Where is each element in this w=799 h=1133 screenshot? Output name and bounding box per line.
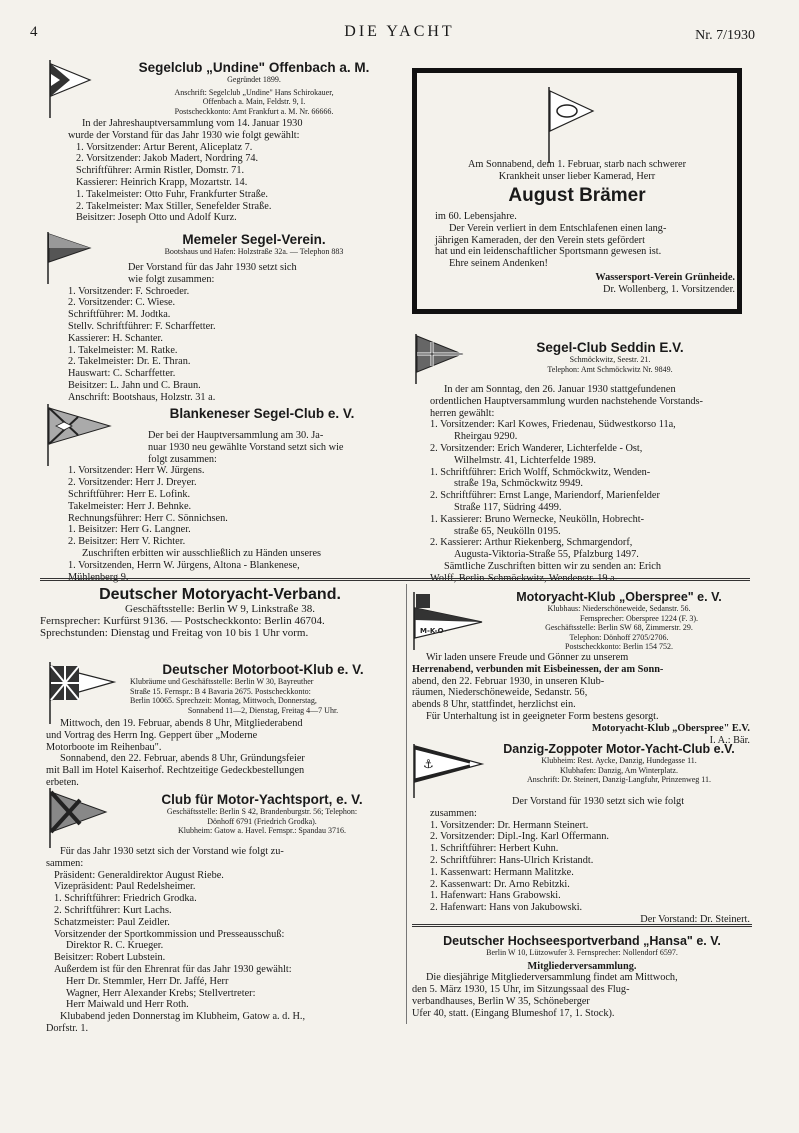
text-line: 2. Takelmeister: Max Stiller, Senefelder Straße. xyxy=(76,200,272,212)
text-line: Präsident: Generaldirektor August Riebe. xyxy=(54,869,224,881)
text-line: 2. Vorsitzender: Jakob Madert, Nordring 74. xyxy=(76,153,259,165)
text-line: Augusta-Viktoria-Straße 55, Pfalzburg 1497. xyxy=(454,549,639,561)
oberspree-pennant-icon xyxy=(410,590,486,652)
hansa-section xyxy=(412,934,752,1019)
oberspree-postscheck: Postscheckkonto: Berlin 154 752. xyxy=(565,642,673,651)
text-line: 1. Vorsitzender: Artur Berent, Aliceplatz 7. xyxy=(76,141,253,153)
text-line: jährigen Kameraden, der den Verein stets gefördert xyxy=(435,234,645,246)
blankenese-section xyxy=(120,406,404,421)
text-line: Schriftführer: Armin Ristler, Domstr. 71. xyxy=(76,165,245,177)
text-line: hat und ein leidenschaftlicher Sportsmann gewesen ist. xyxy=(435,246,662,258)
seddin-body xyxy=(430,384,750,585)
danzig-pennant-icon xyxy=(410,742,486,800)
text-line: Schatzmeister: Paul Zeidler. xyxy=(54,916,170,928)
text-line: ordentlichen Hauptversammlung wurden nachstehende Vorstands- xyxy=(430,395,703,407)
text-line: Der bei der Hauptversammlung am 30. Ja- xyxy=(148,430,324,441)
undine-title: Segelclub „Undine" Offenbach a. M. xyxy=(138,60,370,75)
oberspree-title: Motoryacht-Klub „Oberspree" e. V. xyxy=(516,590,722,604)
dmv-section xyxy=(40,586,400,639)
memeler-title: Memeler Segel-Verein. xyxy=(182,232,326,247)
text-line: Beisitzer: Joseph Otto und Adolf Kurz. xyxy=(76,212,237,224)
text-line: Schriftführer: Herr E. Lofink. xyxy=(68,488,191,500)
seddin-section xyxy=(470,340,750,374)
cms-clubhouse: Klubheim: Gatow a. Havel. Fernspr.: Spandau 3716. xyxy=(178,826,346,835)
text-line: 2. Vorsitzender: Dipl.-Ing. Karl Offermann. xyxy=(430,831,610,843)
text-line: sammen: xyxy=(46,857,84,869)
text-line: Für das Jahr 1930 setzt sich der Vorstand wie folgt zu- xyxy=(60,846,284,857)
oberspree-address: Klubhaus: Niederschöneweide, Sedanstr. 56. xyxy=(547,604,691,613)
undine-address: Offenbach a. Main, Feldstr. 9, I. xyxy=(202,97,306,106)
oberspree-section xyxy=(488,590,750,652)
hansa-heading: Mitgliederversammlung. xyxy=(527,960,637,972)
text-line: nuar 1930 neu gewählte Vorstand setzt sich wie xyxy=(148,441,344,453)
text-line: Takelmeister: Herr J. Behnke. xyxy=(68,500,192,512)
text-line: Schriftführer: M. Jodtka. xyxy=(68,309,171,321)
text-line: Rechnungsführer: Herr C. Sönnichsen. xyxy=(68,512,228,524)
memeler-address: Bootshaus und Hafen: Holzstraße 32a. — Telephon 883 xyxy=(164,247,344,256)
text-line: In der am Sonntag, den 26. Januar 1930 stattgefundenen xyxy=(444,384,676,395)
text-line: 2. Takelmeister: Dr. E. Thran. xyxy=(68,356,191,368)
seddin-title: Segel-Club Seddin E.V. xyxy=(536,340,684,355)
text-line: Vorsitzender der Sportkommission und Presseausschuß: xyxy=(54,928,285,940)
hansa-body xyxy=(412,972,752,1019)
oberspree-phone: Fernsprecher: Oberspree 1224 (F. 3). xyxy=(580,613,698,623)
text-line: und Vortrag des Herrn Ing. Geppert über „Moderne xyxy=(46,729,258,741)
text-line: Der Vorstand: Dr. Steinert. xyxy=(640,913,750,925)
text-line: 2. Hafenwart: Hans von Jakubowski. xyxy=(430,902,583,914)
text-line: straße 65, Neukölln 0195. xyxy=(454,525,561,537)
blankenese-title: Blankeneser Segel-Club e. V. xyxy=(169,406,355,421)
text-line: 2. Beisitzer: Herr V. Richter. xyxy=(68,536,186,548)
danzig-section xyxy=(488,742,750,785)
dmk-title: Deutscher Motorboot-Klub e. V. xyxy=(162,662,364,677)
text-line: Direktor R. C. Krueger. xyxy=(66,940,164,952)
memeler-section xyxy=(104,232,404,257)
danzig-clubhouse: Klubheim: Rest. Aycke, Danzig, Hundegasse 11. xyxy=(541,756,697,765)
text-line: Motoryacht-Klub „Oberspree" E.V. xyxy=(591,722,750,734)
text-line: Für Unterhaltung ist in geeigneter Form bestens gesorgt. xyxy=(426,710,659,722)
dmk-address: Sonnabend 11—2, Dienstag, Freitag 4—7 Uhr. xyxy=(187,705,339,715)
text-line: Sämtliche Zuschriften bitten wir zu senden an: Erich xyxy=(444,560,662,572)
text-line: 2. Vorsitzender: Herr J. Dreyer. xyxy=(68,477,197,489)
text-line: Ehre seinem Andenken! xyxy=(449,258,548,270)
oberspree-office: Geschäftsstelle: Berlin SW 68, Zimmerstr. 29. xyxy=(545,623,693,632)
text-line: Krankheit unser lieber Kamerad, Herr xyxy=(498,170,656,182)
text-line: zusammen: xyxy=(430,807,477,819)
text-line: im 60. Lebensjahre. xyxy=(435,211,517,222)
undine-address: Anschrift: Segelclub „Undine" Hans Schirokauer, xyxy=(174,87,334,97)
column-divider xyxy=(406,584,407,1024)
text-line: 1. Vorsitzenden, Herrn W. Jürgens, Altona - Blankenese, xyxy=(68,559,300,571)
text-line: 1. Vorsitzender: F. Schroeder. xyxy=(68,285,190,297)
page-number: 4 xyxy=(30,24,38,40)
text-line: Rheirgau 9290. xyxy=(454,431,518,443)
text-line: Mühlenberg 9. xyxy=(68,571,129,583)
text-line: Dr. Wollenberg, 1. Vorsitzender. xyxy=(603,283,735,295)
text-line: 1. Schriftführer: Herbert Kuhn. xyxy=(430,843,559,855)
text-line: 1. Hafenwart: Hans Grabowski. xyxy=(430,890,561,902)
text-line: 1. Takelmeister: Otto Fuhr, Frankfurter Straße. xyxy=(76,188,268,200)
text-line: Sonnabend, den 22. Februar, abends 8 Uhr, Gründungsfeier xyxy=(60,753,305,765)
obituary-body xyxy=(435,211,735,296)
text-line: 2. Schriftführer: Kurt Lachs. xyxy=(54,904,172,916)
gruenheide-pennant-icon xyxy=(545,85,595,165)
cms-title: Club für Motor-Yachtsport, e. V. xyxy=(161,792,363,807)
cms-body xyxy=(46,846,402,1035)
text-line: In der Jahreshauptversammlung vom 14. Januar 1930 xyxy=(82,118,303,129)
text-line: Kassierer: H. Schanter. xyxy=(68,332,163,344)
text-line: Wagner, Herr Alexander Krebs; Stellvertreter: xyxy=(66,987,256,999)
text-line: Außerdem ist für den Ehrenrat für das Jahr 1930 gewählt: xyxy=(54,963,292,975)
dmk-section xyxy=(126,662,400,715)
seddin-phone: Telephon: Amt Schmöckwitz Nr. 9849. xyxy=(547,364,673,374)
text-line: abend, den 22. Februar 1930, in unseren Klub- xyxy=(412,675,605,687)
dmk-body xyxy=(46,718,402,789)
text-line: 1. Takelmeister: M. Ratke. xyxy=(68,344,178,356)
text-line: 1. Beisitzer: Herr G. Langner. xyxy=(68,524,191,536)
dmk-address: Berlin 10065. Sprechzeit: Montag, Mittwoch, Donnerstag, xyxy=(130,696,317,705)
undine-pennant-icon xyxy=(46,58,92,120)
obituary-intro xyxy=(417,159,737,183)
text-line: herren gewählt: xyxy=(430,407,495,419)
text-line: Der Verein verliert in dem Entschlafenen einen lang- xyxy=(449,222,667,234)
text-line: räumen, Niederschöneweide, Sedanstr. 56, xyxy=(412,687,588,699)
obituary-box xyxy=(412,68,742,314)
undine-section xyxy=(104,60,404,116)
cms-address: Geschäftsstelle: Berlin S 42, Brandenburgstr. 56; Telephon: xyxy=(166,807,358,816)
memeler-body xyxy=(68,262,404,404)
cms-phone: Dönhoff 6791 (Friedrich Grodka). xyxy=(207,816,317,826)
text-line: 1. Schriftführer: Friedrich Grodka. xyxy=(54,893,197,905)
text-line: 2. Schriftführer: Ernst Lange, Mariendorf, Marienfelder xyxy=(430,490,660,502)
oberspree-phone: Telephon: Dönhoff 2705/2706. xyxy=(569,632,669,642)
text-line: verbandhauses, Berlin W 35, Schöneberger xyxy=(412,995,590,1007)
text-line: Klubabend jeden Donnerstag im Klubheim, Gatow a. d. H., xyxy=(60,1011,306,1023)
text-line: wurde der Vorstand für das Jahr 1930 wie folgt gewählt: xyxy=(68,129,300,141)
text-line: Wassersport-Verein Grünheide. xyxy=(595,271,735,283)
dmv-title: Deutscher Motoryacht-Verband. xyxy=(99,586,341,603)
text-line: 2. Vorsitzender: Erich Wanderer, Lichterfelde - Ost, xyxy=(430,442,643,454)
text-line: Der Vorstand für 1930 setzt sich wie folgt xyxy=(512,796,685,807)
text-line: den 5. März 1930, 15 Uhr, im Sitzungssaal des Flug- xyxy=(412,984,630,996)
dmk-address: Klubräume und Geschäftsstelle: Berlin W 30, Bayreuther xyxy=(130,677,314,686)
hansa-address: Berlin W 10, Lützowufer 3. Fernsprecher: Nollendorf 6597. xyxy=(486,948,678,957)
dmv-hours: Sprechstunden: Dienstag und Freitag von 10 bis 1 Uhr vorm. xyxy=(40,626,309,639)
text-line: Dorfstr. 1. xyxy=(46,1022,89,1034)
text-line: 2. Kassierer: Arthur Riekenberg, Schmargendorf, xyxy=(430,537,633,549)
text-line: 2. Vorsitzender: C. Wiese. xyxy=(68,297,176,309)
text-line: Herr Maiwald und Herr Roth. xyxy=(66,999,189,1011)
danzig-title: Danzig-Zoppoter Motor-Yacht-Club e.V. xyxy=(503,742,735,756)
oberspree-body xyxy=(412,652,750,746)
anchor-icon: ⚓ xyxy=(423,757,434,771)
seddin-address: Schmöckwitz, Seestr. 21. xyxy=(569,355,651,364)
text-line: Anschrift: Bootshaus, Holzstr. 31 a. xyxy=(68,391,216,403)
text-line: Straße 117, Südring 4499. xyxy=(454,501,562,513)
issue-number: Nr. 7/1930 xyxy=(695,28,755,43)
section-divider xyxy=(40,578,750,581)
text-line: Vizepräsident: Paul Redelsheimer. xyxy=(54,881,196,893)
text-line: Herr Dr. Stemmler, Herr Dr. Jaffé, Herr xyxy=(66,975,229,987)
text-line: 1. Vorsitzender: Herr W. Jürgens. xyxy=(68,465,205,477)
text-line: Stellv. Schriftführer: F. Scharffetter. xyxy=(68,320,216,332)
text-line: abends 8 Uhr, stattfindet, herzlichst ein. xyxy=(412,699,576,711)
text-line: Herrenabend, verbunden mit Eisbeinessen, der am Sonn- xyxy=(412,663,664,675)
text-line: 1. Schriftführer: Erich Wolff, Schmöckwitz, Wenden- xyxy=(430,466,651,478)
cms-pennant-icon xyxy=(46,786,110,850)
text-line: I. A.: Bär. xyxy=(709,734,750,746)
text-line: erbeten. xyxy=(46,776,79,788)
text-line: Beisitzer: L. Jahn und C. Braun. xyxy=(68,379,201,391)
text-line: Die diesjährige Mitgliederversammlung findet am Mittwoch, xyxy=(426,972,678,984)
danzig-address: Anschrift: Dr. Steinert, Danzig-Langfuhr, Prinzenweg 11. xyxy=(527,775,711,784)
danzig-body xyxy=(430,796,750,926)
text-line: Am Sonnabend, dem 1. Februar, starb nach schwerer xyxy=(467,159,687,170)
oberspree-flag-text: M-K-O- xyxy=(420,627,447,635)
hansa-title: Deutscher Hochseesportverband „Hansa" e. V. xyxy=(443,934,721,948)
text-line: 1. Kassierer: Bruno Wernecke, Neukölln, Hobrecht- xyxy=(430,513,645,525)
text-line: 1. Vorsitzender: Dr. Hermann Steinert. xyxy=(430,819,589,831)
undine-founded: Gegründet 1899. xyxy=(227,75,281,84)
text-line: folgt zusammen: xyxy=(148,453,217,465)
seddin-pennant-icon xyxy=(412,332,464,386)
text-line: Wir laden unsere Freude und Gönner zu unserem xyxy=(426,652,629,663)
text-line: Wilhelmstr. 41, Lichterfelde 1989. xyxy=(454,454,596,466)
text-line: 2. Kassenwart: Dr. Arno Rebitzki. xyxy=(430,878,570,890)
text-line: Hauswart: C. Scharffetter. xyxy=(68,368,176,380)
magazine-title: DIE YACHT xyxy=(344,23,455,40)
text-line: mit Ball im Hotel Kaiserhof. Rechtzeitige Gedeckbestellungen xyxy=(46,765,305,777)
text-line: Motorboote im Reihenbau". xyxy=(46,741,162,753)
dmk-pennant-icon xyxy=(46,660,118,726)
hansa-divider xyxy=(412,924,752,927)
text-line: Kassierer: Heinrich Krapp, Mozartstr. 14. xyxy=(76,176,248,188)
text-line: Beisitzer: Robert Lubstein. xyxy=(54,952,166,964)
text-line: Wolff, Berlin-Schmöckwitz, Wendenstr. 19 a. xyxy=(430,572,618,584)
text-line: wie folgt zusammen: xyxy=(128,273,215,285)
text-line: Ufer 40, statt. (Eingang Blumeshof 17, 1. Stock). xyxy=(412,1007,615,1019)
undine-body xyxy=(68,118,404,224)
obituary-name: August Brämer xyxy=(508,185,646,206)
cms-section xyxy=(120,792,404,836)
text-line: 2. Schriftführer: Hans-Ulrich Kristandt. xyxy=(430,854,594,866)
undine-postscheck: Postscheckkonto: Amt Frankfurt a. M. Nr. 66666. xyxy=(174,106,334,116)
blankenese-body xyxy=(68,430,404,583)
danzig-harbour: Klubhafen: Danzig, Am Winterplatz. xyxy=(560,765,678,775)
dmk-address: Straße 15. Fernspr.: B 4 Bavaria 2675. Postscheckkonto: xyxy=(130,686,311,696)
text-line: 1. Kassenwart: Hermann Malitzke. xyxy=(430,866,574,878)
dmv-phone: Fernsprecher: Kurfürst 9136. — Postscheckkonto: Berlin 46704. xyxy=(40,614,325,627)
dmv-office: Geschäftsstelle: Berlin W 9, Linkstraße 38. xyxy=(125,603,315,615)
text-line: 1. Vorsitzender: Karl Kowes, Friedenau, Südwestkorso 11a, xyxy=(430,419,676,431)
text-line: straße 19a, Schmöckwitz 9949. xyxy=(454,478,583,490)
text-line: Mittwoch, den 19. Februar, abends 8 Uhr, Mitgliederabend xyxy=(60,718,303,729)
text-line: Der Vorstand für das Jahr 1930 setzt sich xyxy=(128,262,297,273)
text-line: Zuschriften erbitten wir ausschließlich zu Händen unseres xyxy=(82,547,322,559)
